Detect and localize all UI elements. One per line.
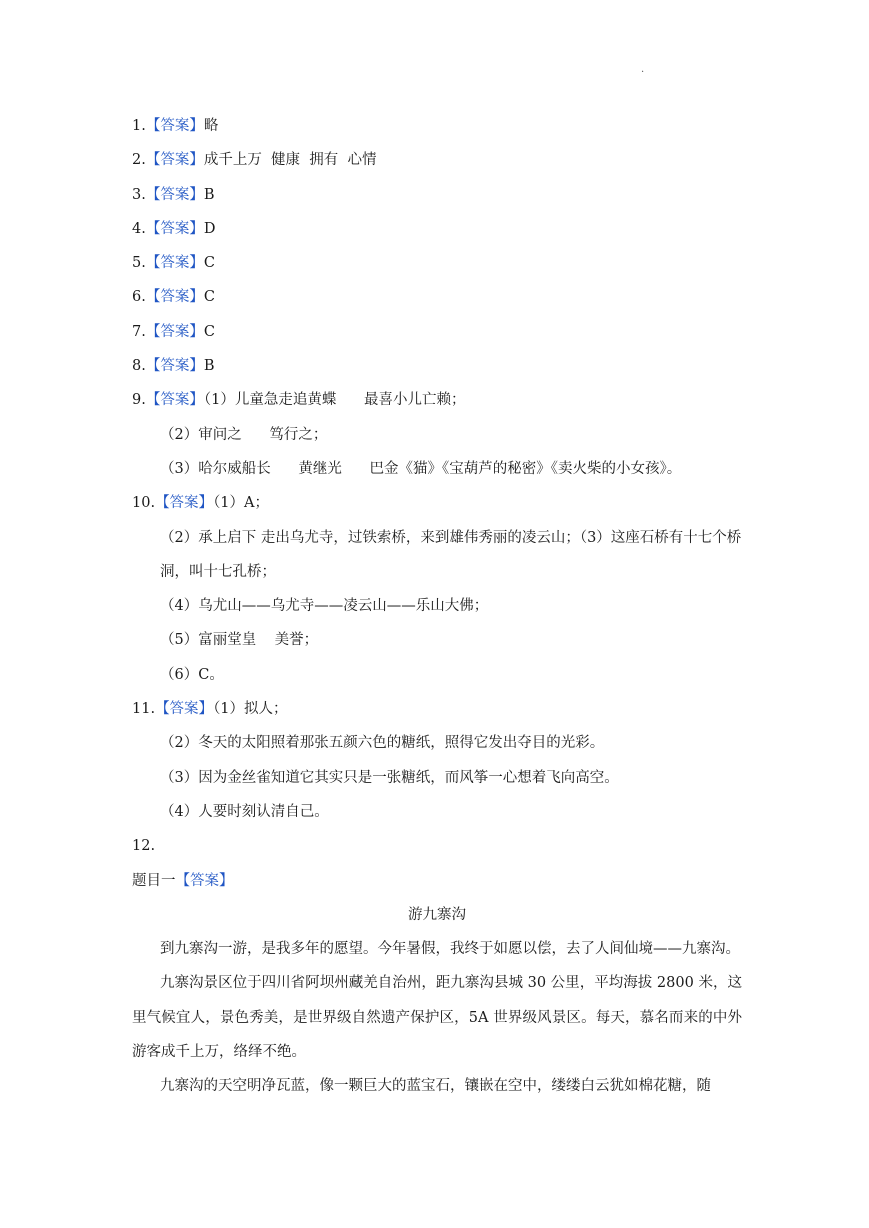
answer-sub-line: （6）C。 (160, 666, 224, 683)
answer-item-9 (132, 383, 742, 417)
answer-item-6 (132, 280, 742, 314)
answer-item-5 (132, 246, 742, 280)
answer-sub-line: （4）人要时刻认清自己。 (160, 803, 329, 820)
answer-tag: 【答案】 (155, 701, 214, 718)
answer-tag: 【答案】 (145, 152, 204, 169)
answer-number: 1. (132, 118, 146, 134)
answer-sub-line: （4）乌尤山——乌尤寺——凌云山——乐山大佛； (160, 598, 489, 615)
answer-text: （1）儿童急走追黄蝶 最喜小儿亡赖； (203, 392, 466, 409)
answer-text: B (203, 358, 215, 375)
answer-tag: 【答案】 (145, 118, 204, 134)
answer-tag: 【答案】 (155, 495, 214, 512)
answer-tag: 【答案】 (175, 872, 234, 889)
essay-title: 游九寨沟 (408, 906, 466, 923)
answer-text: 略 (203, 118, 219, 134)
answer-item-12: 12. (132, 838, 156, 855)
answer-text: C (203, 289, 215, 306)
answer-tag: 【答案】 (145, 358, 204, 375)
answer-tag: 【答案】 (145, 392, 204, 409)
answer-tag: 【答案】 (145, 186, 204, 203)
answer-item-10 (132, 486, 742, 520)
answer-content (132, 109, 742, 1104)
topic-label: 题目一 (132, 872, 176, 889)
answer-number: 7. (132, 323, 146, 340)
essay-paragraph: 九寨沟景区位于四川省阿坝州藏羌自治州，距九寨沟县城 30 公里，平均海拔 2800 米，这里气候宜人，景色秀美，是世界级自然遗产保护区，5A 世界级风景区。每天，慕名而来的中外游客成千上万，络绎不绝。 (132, 975, 742, 1061)
answer-number: 10. (132, 495, 156, 512)
answer-text: 成千上万 健康 拥有 心情 (203, 152, 377, 169)
answer-item-1 (132, 109, 742, 143)
answer-text: C (203, 255, 215, 272)
answer-sub-line: （5）富丽堂皇 美誉； (160, 632, 319, 649)
answer-sub-line: （2）承上启下 走出乌尤寺，过铁索桥，来到雄伟秀丽的凌云山；（3）这座石桥有十七个桥洞，叫十七孔桥； (160, 529, 742, 580)
answer-number: 9. (132, 392, 146, 409)
essay-paragraph: 九寨沟的天空明净瓦蓝，像一颗巨大的蓝宝石，镶嵌在空中，缕缕白云犹如棉花糖，随 (160, 1078, 711, 1095)
answer-text: B (203, 186, 215, 203)
answer-text: （1）拟人； (213, 701, 288, 718)
essay-paragraph: 到九寨沟一游，是我多年的愿望。今年暑假，我终于如愿以偿，去了人间仙境——九寨沟。 (160, 941, 740, 958)
answer-number: 3. (132, 186, 146, 203)
answer-sub-line: （2）冬天的太阳照着那张五颜六色的糖纸，照得它发出夺目的光彩。 (160, 735, 605, 752)
answer-sub-line: （3）哈尔威船长 黄继光 巴金《猫》《宝葫芦的秘密》《卖火柴的小女孩》。 (160, 460, 682, 477)
answer-number: 2. (132, 152, 146, 169)
answer-number: 8. (132, 358, 146, 375)
answer-number: 5. (132, 255, 146, 272)
answer-tag: 【答案】 (145, 323, 204, 340)
answer-tag: 【答案】 (145, 255, 204, 272)
answer-tag: 【答案】 (145, 220, 204, 237)
answer-number: 6. (132, 289, 146, 306)
answer-item-11 (132, 692, 742, 726)
topic-line (132, 864, 742, 898)
answer-tag: 【答案】 (145, 289, 204, 306)
answer-number: 11. (132, 701, 156, 718)
answer-text: D (203, 220, 216, 237)
answer-item-8 (132, 349, 742, 383)
answer-sub-line: （3）因为金丝雀知道它其实只是一张糖纸，而风筝一心想着飞向高空。 (160, 769, 619, 786)
answer-item-2 (132, 143, 742, 177)
header-dot: . (641, 64, 645, 75)
answer-sub-line: （2）审问之 笃行之； (160, 426, 328, 443)
answer-number: 4. (132, 220, 146, 237)
answer-item-3 (132, 178, 742, 212)
answer-text: （1）A； (213, 495, 270, 512)
answer-item-4 (132, 212, 742, 246)
answer-text: C (203, 323, 215, 340)
answer-item-7 (132, 315, 742, 349)
